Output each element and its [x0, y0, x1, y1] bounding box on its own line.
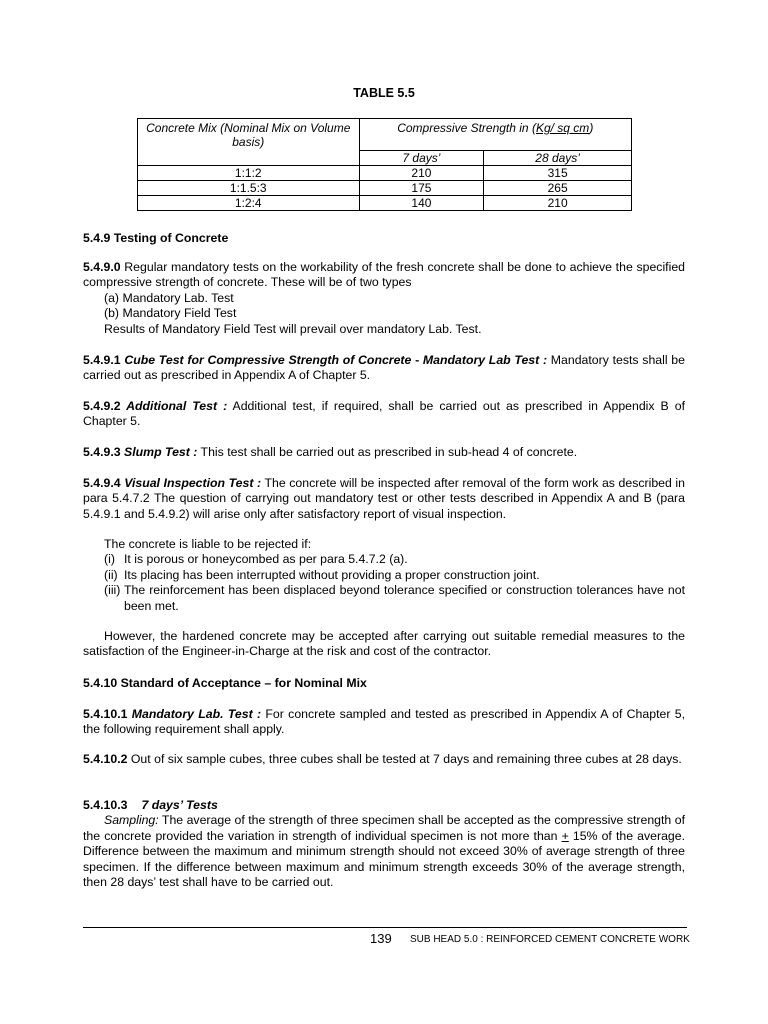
table-caption: TABLE 5.5 [353, 86, 415, 100]
paragraph [83, 813, 685, 890]
header-concrete-mix: Concrete Mix (Nominal Mix on Volume basis) [138, 119, 360, 166]
paragraph [83, 476, 685, 522]
para-5-4-9-4 [83, 476, 685, 522]
cell-28-days: 315 [484, 166, 632, 181]
para-5-4-9-0 [83, 260, 685, 337]
plus-minus-sign: + [561, 828, 569, 843]
clause-number: 5.4.10.1 [83, 707, 128, 721]
list-item: (a) Mandatory Lab. Test [104, 290, 234, 305]
cell-mix: 1:2:4 [138, 196, 360, 211]
clause-number: 5.4.10.3 [83, 798, 128, 812]
para-5-4-9-3 [83, 445, 685, 460]
header-28-days: 28 days’ [484, 151, 632, 166]
section-heading: 5.4.9 Testing of Concrete [83, 231, 229, 245]
clause-number: 5.4.9.0 [83, 260, 121, 274]
para-5-4-9-2 [83, 399, 685, 430]
heading-5-4-9 [83, 231, 685, 246]
list-item-text: Its placing has been interrupted without providing a proper construction joint. [124, 567, 540, 582]
para-5-4-10-3 [83, 798, 685, 890]
clause-number: 5.4.9.1 [83, 353, 121, 367]
cell-28-days: 265 [484, 181, 632, 196]
strength-table [137, 118, 632, 211]
paragraph-text: Mandatory tests shall be carried out as prescribed in Appendix A of Chapter 5. [83, 353, 685, 383]
para-however [83, 629, 685, 660]
header-compressive-strength [359, 119, 631, 151]
paragraph-text: The concrete will be inspected after removal of the form work as described in para 5.4.7.2 The question of carrying out mandatory test or other tests described in Appendix A and B (para 5.4.9.1 and 5.4.9.2) will arise only after satisfactory report of visual inspection. [83, 476, 685, 521]
paragraph [83, 399, 685, 430]
table-row [138, 166, 632, 181]
paragraph [83, 353, 685, 384]
header-7-days: 7 days’ [359, 151, 484, 166]
clause-title: 7 days’ Tests [141, 798, 218, 812]
para-5-4-9-1 [83, 353, 685, 384]
para-5-4-10-1 [83, 707, 685, 738]
paragraph [83, 260, 685, 291]
clause-heading [83, 798, 685, 813]
paragraph-text: Regular mandatory tests on the workability of the fresh concrete shall be done to achieve the specified compressive strength of concrete. These will be of two types [83, 260, 685, 290]
list-item [83, 568, 685, 583]
clause-number: 5.4.9.3 [83, 445, 121, 459]
footer-title: SUB HEAD 5.0 : REINFORCED CEMENT CONCRETE WORK [410, 934, 690, 945]
clause-number: 5.4.9.4 [83, 476, 121, 490]
header-strength-prefix: Compressive Strength in ( [397, 121, 536, 135]
paragraph: However, the hardened concrete may be accepted after carrying out suitable remedial measures to the satisfaction of the Engineer-in-Charge at the risk and cost of the contractor. [83, 629, 685, 659]
table-row [138, 196, 632, 211]
paragraph [83, 707, 685, 738]
list-item-text: The reinforcement has been displaced beyond tolerance specified or construction tolerances have not been met. [124, 583, 685, 613]
clause-title: Additional Test : [120, 399, 228, 413]
heading-5-4-10 [83, 676, 685, 691]
list-marker: (iii) [104, 583, 121, 598]
paragraph-text: 15% of the average. Difference between the maximum and minimum strength should not exceed 30% of average strength of three specimen. If the difference between maximum and minimum strength exceeds 30% of the average strength, then 28 days’ test shall have to be carried out. [83, 828, 686, 890]
paragraph-text: The average of the strength of three specimen shall be accepted as the compressive strength of the concrete provided the variation in strength of individual specimen is not more than [83, 813, 685, 843]
paragraph [83, 752, 685, 767]
list-item-text: It is porous or honeycombed as per para 5.4.7.2 (a). [124, 552, 408, 567]
list-marker: (i) [104, 552, 115, 567]
paragraph [83, 445, 685, 460]
rejection-section [83, 537, 685, 614]
clause-number: 5.4.9.2 [83, 399, 121, 413]
clause-title: Slump Test : [120, 445, 198, 459]
paragraph-text: For concrete sampled and tested as prescribed in Appendix A of Chapter 5, the following requirement shall apply. [83, 707, 685, 737]
paragraph-note: Results of Mandatory Field Test will prevail over mandatory Lab. Test. [104, 321, 482, 336]
cell-7-days: 175 [359, 181, 484, 196]
header-strength-suffix: ) [589, 121, 594, 135]
para-5-4-10-2 [83, 752, 685, 767]
clause-title: Cube Test for Compressive Strength of Concrete - Mandatory Lab Test : [120, 353, 548, 367]
paragraph-text: This test shall be carried out as prescribed in sub-head 4 of concrete. [197, 445, 578, 459]
list-item: (b) Mandatory Field Test [104, 306, 237, 321]
list-marker: (ii) [104, 567, 118, 582]
header-strength-unit: Kg/ sq cm [535, 121, 590, 135]
cell-28-days: 210 [484, 196, 632, 211]
paragraph-text: Out of six sample cubes, three cubes shall be tested at 7 days and remaining three cubes at 28 days. [127, 752, 682, 766]
footer-divider [83, 927, 687, 928]
list-item [83, 583, 685, 614]
clause-number: 5.4.10.2 [83, 752, 128, 766]
section-heading: 5.4.10 Standard of Acceptance – for Nominal Mix [83, 676, 367, 690]
clause-title: Mandatory Lab. Test : [127, 707, 262, 721]
paragraph-text: Additional test, if required, shall be carried out as prescribed in Appendix B of Chapter 5. [83, 399, 685, 429]
rejection-intro: The concrete is liable to be rejected if: [104, 537, 312, 551]
page-number: 139 [370, 931, 392, 946]
cell-7-days: 140 [359, 196, 484, 211]
cell-mix: 1:1.5:3 [138, 181, 360, 196]
sampling-label: Sampling: [104, 813, 159, 828]
cell-7-days: 210 [359, 166, 484, 181]
cell-mix: 1:1:2 [138, 166, 360, 181]
table-row [138, 181, 632, 196]
list-item [83, 552, 685, 567]
clause-title: Visual Inspection Test : [120, 476, 262, 490]
